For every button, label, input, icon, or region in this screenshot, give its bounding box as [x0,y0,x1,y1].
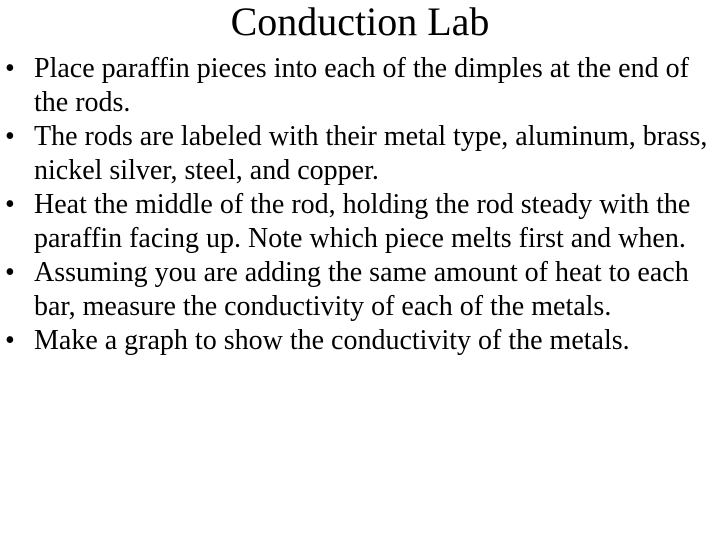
bullet-item [0,256,720,324]
bullet-dot-icon: • [5,325,15,356]
bullet-dot-icon: • [5,189,15,220]
bullet-dot-icon: • [5,53,15,84]
bullet-text: Heat the middle of the rod, holding the rod steady with the paraffin facing up. Note which piece melts first and when. [34,189,691,254]
bullet-item [0,52,720,120]
bullet-dot-icon: • [5,257,15,288]
bullet-item [0,188,720,256]
bullet-text: The rods are labeled with their metal type, aluminum, brass, nickel silver, steel, and copper. [34,121,708,186]
bullet-text: Place paraffin pieces into each of the dimples at the end of the rods. [34,53,689,118]
bullet-text: Make a graph to show the conductivity of the metals. [34,325,630,356]
bullet-dot-icon: • [5,121,15,152]
bullet-item [0,120,720,188]
bullet-text: Assuming you are adding the same amount of heat to each bar, measure the conductivity of each of the metals. [34,257,689,322]
bullet-list [0,52,720,358]
slide-title: Conduction Lab [230,0,490,44]
bullet-item [0,324,720,358]
